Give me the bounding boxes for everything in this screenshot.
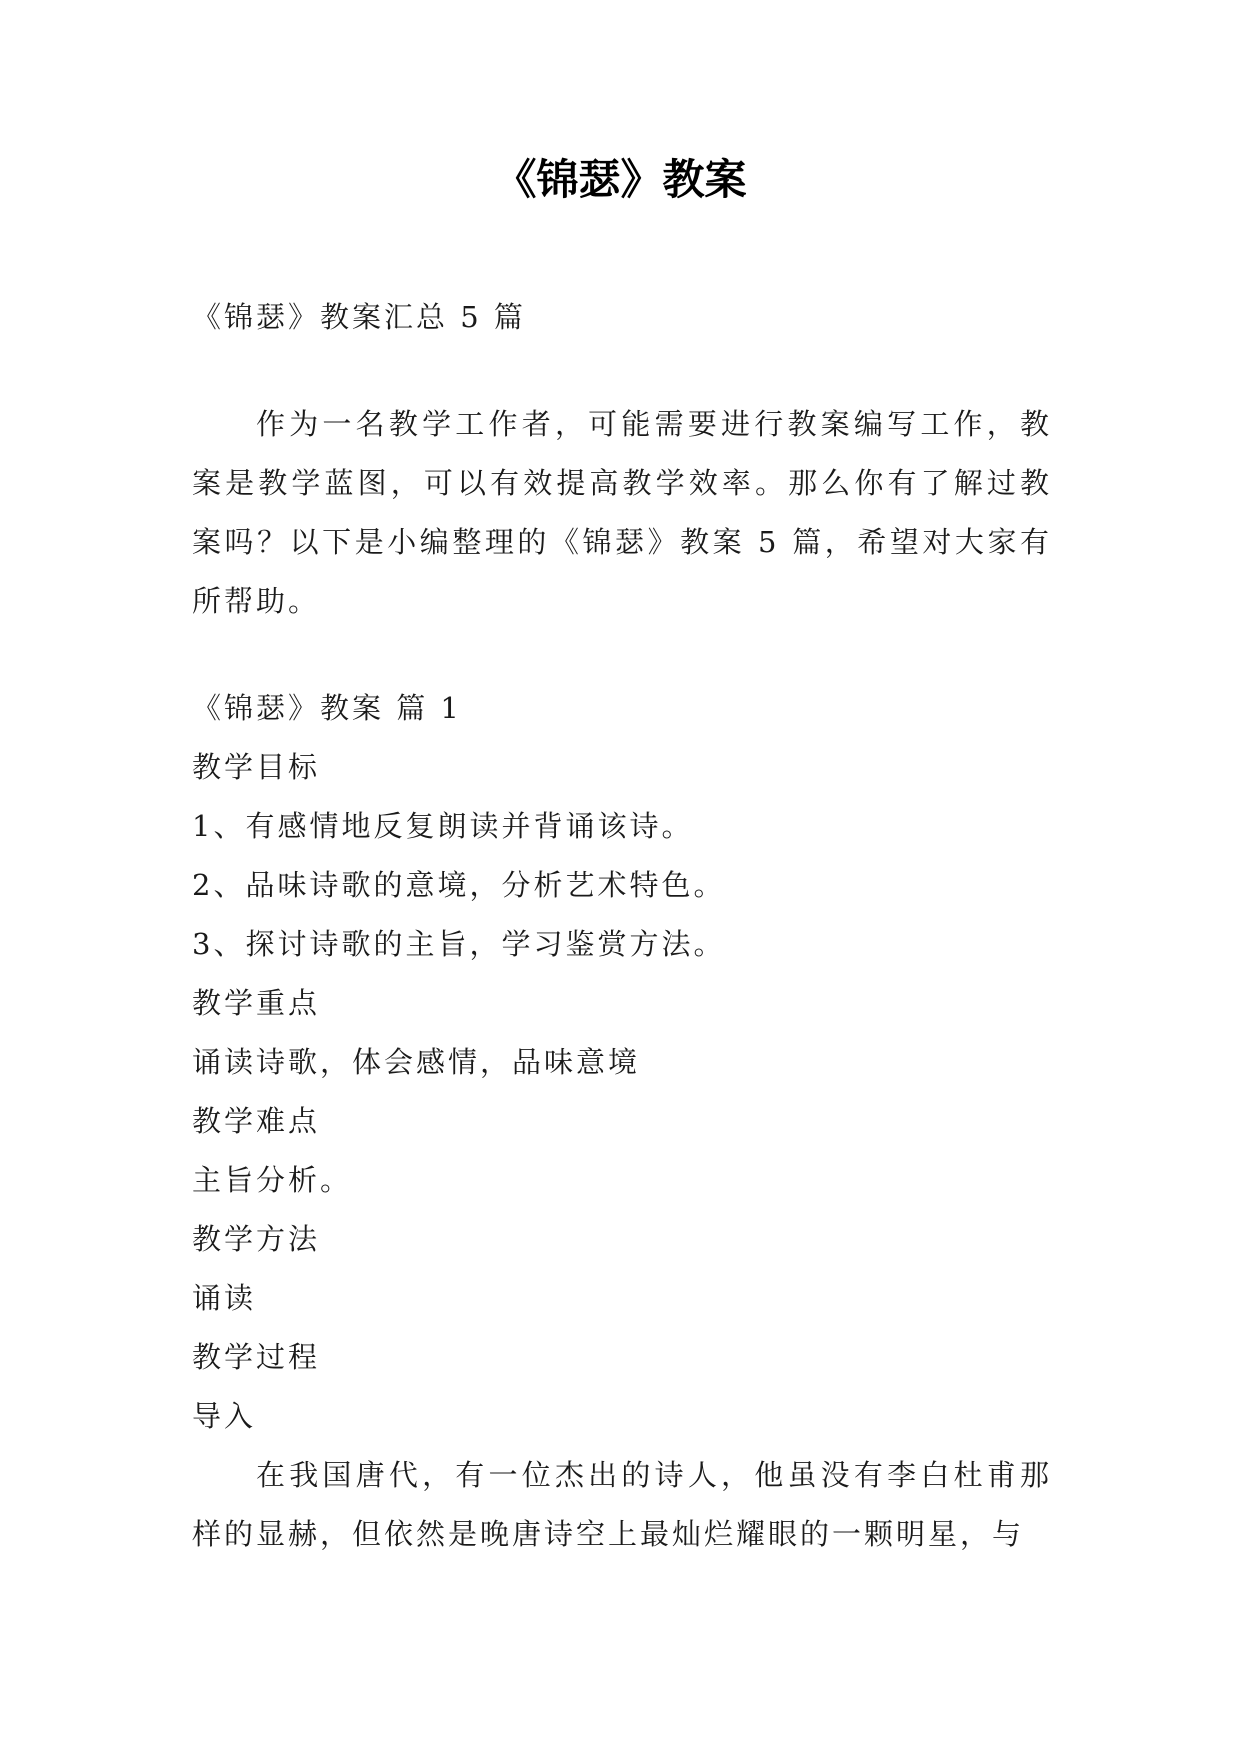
spacer — [192, 347, 1052, 395]
document-title: 《锦瑟》教案 — [494, 155, 747, 204]
line-methods-content: 诵读 — [192, 1281, 257, 1315]
line-difficulties: 教学难点 — [192, 1104, 321, 1138]
section-heading: 《锦瑟》教案 篇 1 — [192, 691, 462, 725]
intro-paragraph: 作为一名教学工作者，可能需要进行教案编写工作，教案是教学蓝图，可以有效提高教学效率。那么你有了解过教案吗？以下是小编整理的《锦瑟》教案 5 篇，希望对大家有所帮助。 — [192, 407, 1052, 618]
closing-paragraph: 在我国唐代，有一位杰出的诗人，他虽没有李白杜甫那样的显赫，但依然是晚唐诗空上最灿烂耀眼的一颗明星，与 — [192, 1458, 1052, 1551]
line-goal-1: 1、有感情地反复朗读并背诵该诗。 — [192, 809, 694, 843]
line-key-points-content: 诵读诗歌，体会感情，品味意境 — [192, 1045, 641, 1079]
spacer — [192, 631, 1052, 679]
line-difficulties-content: 主旨分析。 — [192, 1163, 353, 1197]
line-process: 教学过程 — [192, 1340, 321, 1374]
document-subtitle: 《锦瑟》教案汇总 5 篇 — [192, 300, 526, 334]
line-introduction: 导入 — [192, 1399, 257, 1433]
line-key-points: 教学重点 — [192, 986, 321, 1020]
document-body — [192, 288, 1052, 1564]
line-goal-2: 2、品味诗歌的意境，分析艺术特色。 — [192, 868, 726, 902]
line-teaching-goals: 教学目标 — [192, 750, 321, 784]
line-methods: 教学方法 — [192, 1222, 321, 1256]
line-goal-3: 3、探讨诗歌的主旨，学习鉴赏方法。 — [192, 927, 726, 961]
